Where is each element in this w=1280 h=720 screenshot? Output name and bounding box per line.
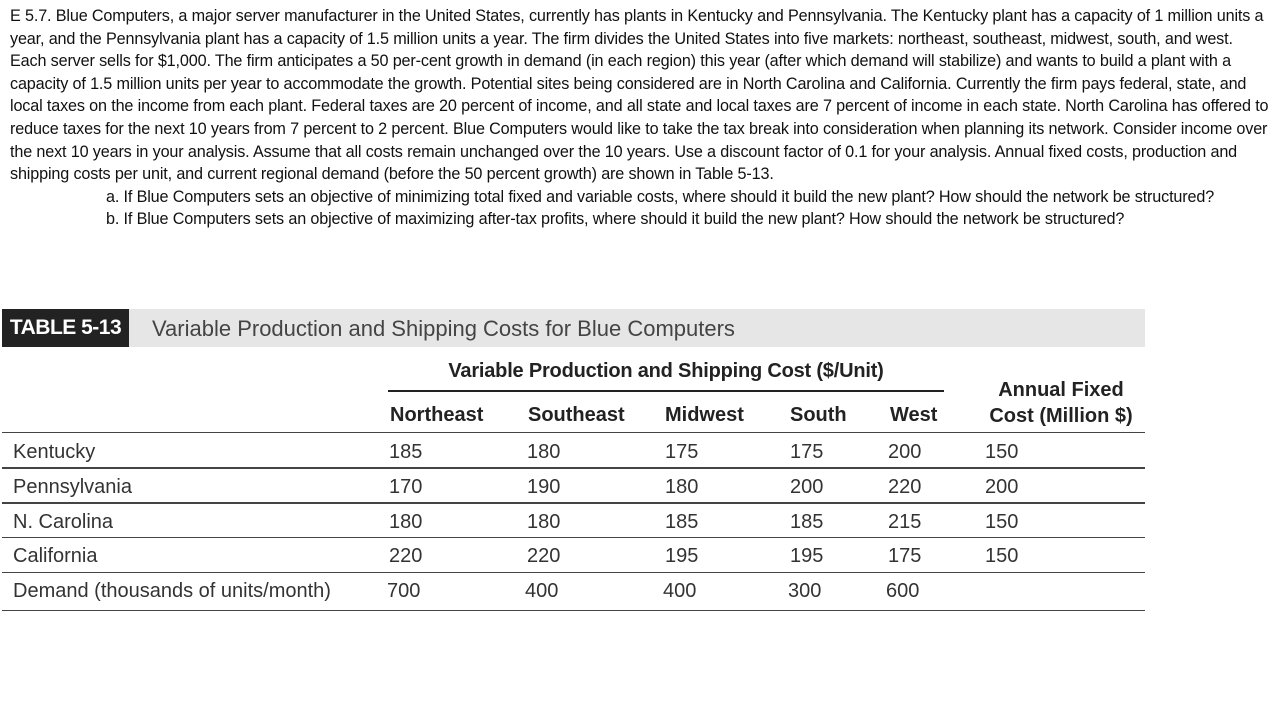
table-cell: 600 bbox=[886, 580, 920, 602]
row-label-demand: Demand (thousands of units/month) bbox=[13, 580, 331, 602]
table-cell: 200 bbox=[790, 476, 824, 498]
column-header-midwest: Midwest bbox=[665, 404, 744, 426]
table-cell: 180 bbox=[665, 476, 699, 498]
fixed-cost-header-line2: Cost (Million $) bbox=[989, 405, 1133, 427]
question-b: b. If Blue Computers sets an objective of maximizing after-tax profits, where should it build the new plant? How should the network be structured? bbox=[106, 210, 1125, 229]
fixed-cost-cell: 150 bbox=[985, 545, 1019, 567]
table-bottom-rule bbox=[2, 610, 1145, 611]
table-cell: 200 bbox=[888, 441, 922, 463]
group-header: Variable Production and Shipping Cost ($/Unit) bbox=[448, 360, 884, 382]
table-cell: 185 bbox=[665, 511, 699, 533]
table-cell: 195 bbox=[790, 545, 824, 567]
problem-statement bbox=[10, 5, 1272, 231]
row-label-pennsylvania: Pennsylvania bbox=[13, 476, 132, 498]
row-rule bbox=[2, 572, 1145, 573]
table-title: Variable Production and Shipping Costs for Blue Computers bbox=[152, 316, 735, 341]
table-cell: 400 bbox=[663, 580, 697, 602]
question-a: a. If Blue Computers sets an objective of minimizing total fixed and variable costs, where should it build the new plant? How should the network be structured? bbox=[106, 187, 1215, 206]
table-cell: 185 bbox=[389, 441, 423, 463]
table-cell: 220 bbox=[888, 476, 922, 498]
table-cell: 220 bbox=[389, 545, 423, 567]
table-cell: 180 bbox=[527, 441, 561, 463]
table-cell: 700 bbox=[387, 580, 421, 602]
table-cell: 170 bbox=[389, 476, 423, 498]
row-rule bbox=[2, 537, 1145, 538]
table-cell: 195 bbox=[665, 545, 699, 567]
row-rule bbox=[2, 502, 1145, 504]
table-cell: 220 bbox=[527, 545, 561, 567]
row-label-kentucky: Kentucky bbox=[13, 441, 96, 463]
table-cell: 185 bbox=[790, 511, 824, 533]
table-cell: 175 bbox=[888, 545, 922, 567]
fixed-cost-header bbox=[976, 377, 1146, 429]
table-cell: 180 bbox=[527, 511, 561, 533]
column-header-south: South bbox=[790, 404, 847, 426]
problem-paragraph: E 5.7. Blue Computers, a major server manufacturer in the United States, currently has plants in Kentucky and Pennsylvania. The Kentucky plant has a capacity of 1 million units a year, and the Pennsylvania plant has a capacity of 1.5 million units a year. The firm divides the United States into five markets: northeast, southeast, midwest, south, and west. Each server sells for $1,000. The firm anticipates a 50 per-cent growth in demand (in each region) this year (after which demand will stabilize) and wants to build a plant with a capacity of 1.5 million units per year to accommodate the growth. Potential sites being considered are in North Carolina and California. Currently the firm pays federal, state, and local taxes on the income from each plant. Federal taxes are 20 percent of income, and all state and local taxes are 7 percent of income in each state. North Carolina has offered to reduce taxes for the next 10 years from 7 percent to 2 percent. Blue Computers would like to take the tax break into consideration when planning its network. Consider income over the next 10 years in your analysis. Assume that all costs remain unchanged over the 10 years. Use a discount factor of 0.1 for your analysis. Annual fixed costs, production and shipping costs per unit, and current regional demand (before the 50 percent growth) are shown in Table 5-13. bbox=[10, 7, 1269, 184]
table-cell: 400 bbox=[525, 580, 559, 602]
table-header-bar bbox=[2, 309, 1145, 347]
column-header-west: West bbox=[890, 404, 938, 426]
table-cell: 300 bbox=[788, 580, 822, 602]
row-label-north-carolina: N. Carolina bbox=[13, 511, 114, 533]
column-header-southeast: Southeast bbox=[528, 404, 625, 426]
group-header-rule bbox=[388, 390, 944, 392]
table-cell: 175 bbox=[790, 441, 824, 463]
row-label-california: California bbox=[13, 545, 98, 567]
fixed-cost-header-line1: Annual Fixed bbox=[998, 379, 1124, 401]
table-cell: 175 bbox=[665, 441, 699, 463]
fixed-cost-cell: 150 bbox=[985, 441, 1019, 463]
fixed-cost-cell: 150 bbox=[985, 511, 1019, 533]
table-cell: 180 bbox=[389, 511, 423, 533]
row-rule bbox=[2, 467, 1145, 469]
column-header-northeast: Northeast bbox=[390, 404, 484, 426]
table-cell: 215 bbox=[888, 511, 922, 533]
table-cell: 190 bbox=[527, 476, 561, 498]
fixed-cost-cell: 200 bbox=[985, 476, 1019, 498]
table-tag: TABLE 5-13 bbox=[2, 309, 129, 347]
header-rule bbox=[2, 432, 1145, 433]
